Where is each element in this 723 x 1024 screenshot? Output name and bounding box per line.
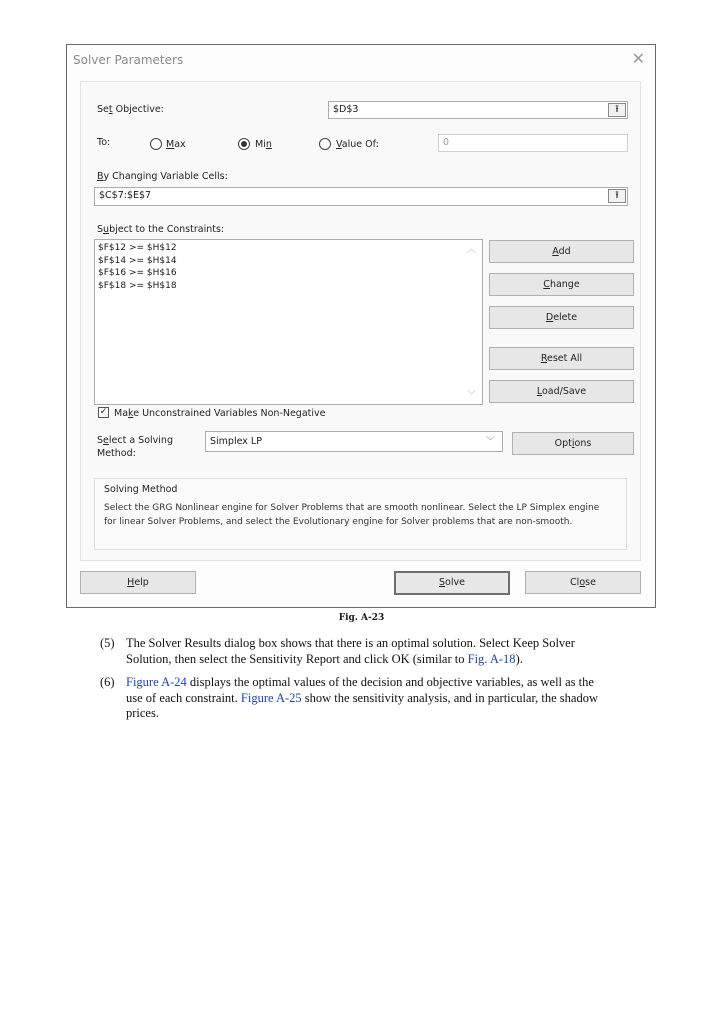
constraint-item[interactable]: $F$12 >= $H$12 — [98, 243, 177, 253]
changing-ref-button[interactable] — [608, 189, 626, 203]
constraint-item[interactable]: $F$16 >= $H$16 — [98, 268, 177, 278]
min-label: Min — [255, 139, 272, 150]
solving-method-title: Solving Method — [104, 484, 178, 495]
changing-cells-label: By Changing Variable Cells: — [97, 171, 228, 182]
collapse-arrow-icon: ⭱ — [615, 190, 619, 201]
step-number: (6) — [100, 675, 115, 689]
figure-a24-link[interactable]: Figure A-24 — [126, 675, 187, 689]
nonnegative-label: Make Unconstrained Variables Non-Negative — [114, 408, 326, 419]
add-button[interactable]: Add — [489, 240, 634, 263]
collapse-arrow-icon: ⭱ — [615, 104, 619, 115]
figure-caption: Fig. A-23 — [338, 613, 385, 623]
solver-parameters-dialog — [66, 44, 656, 608]
dialog-title: Solver Parameters — [73, 53, 184, 67]
fig-a18-link[interactable]: Fig. A-18 — [467, 651, 516, 666]
solving-method-select[interactable] — [205, 431, 503, 452]
solving-method-group — [94, 478, 627, 550]
value-of-input[interactable]: 0 — [438, 134, 628, 152]
changing-cells-input[interactable]: $C$7:$E$7 — [94, 187, 628, 206]
scroll-up-icon[interactable]: ︿ — [467, 245, 477, 255]
checkmark-icon: ✓ — [99, 407, 108, 417]
value-of-label: Value Of: — [336, 139, 379, 150]
max-radio[interactable] — [150, 138, 162, 150]
constraints-list[interactable] — [94, 239, 483, 405]
objective-ref-button[interactable] — [608, 103, 626, 117]
delete-button[interactable]: Delete — [489, 306, 634, 329]
close-icon[interactable]: ✕ — [631, 49, 645, 68]
solving-method-description: Select the GRG Nonlinear engine for Solver Problems that are smooth nonlinear. Select the LP Simplex engine for linear Solver Problems, and select the Evolutionary engine for Solver problems that are non-smooth. — [104, 503, 600, 527]
options-button[interactable]: Options — [512, 432, 634, 455]
reset-all-button[interactable]: Reset All — [489, 347, 634, 370]
constraints-label: Subject to the Constraints: — [97, 224, 225, 235]
to-label: To: — [97, 137, 111, 148]
step-number: (5) — [100, 636, 115, 650]
max-label: Max — [166, 139, 186, 150]
scroll-down-icon[interactable]: ﹀ — [467, 391, 477, 401]
value-of-radio[interactable] — [319, 138, 331, 150]
nonnegative-checkbox[interactable] — [98, 407, 109, 418]
min-radio[interactable] — [238, 138, 250, 150]
dialog-body — [80, 81, 641, 561]
close-button[interactable]: Close — [525, 571, 641, 594]
solving-method-value: Simplex LP — [210, 436, 262, 447]
objective-input[interactable]: $D$3 — [328, 101, 628, 119]
solve-button[interactable]: Solve — [394, 571, 510, 595]
chevron-down-icon[interactable]: ﹀ — [486, 437, 496, 447]
step-5: (5) The Solver Results dialog box shows that there is an optimal solution. Select Keep Solver Solution, then select the Sensitivity Report and click OK (similar to Fig. A-18). — [100, 636, 575, 666]
figure-a25-link[interactable]: Figure A-25 — [240, 690, 302, 705]
solving-method-label: Select a Solving Method: — [97, 435, 173, 459]
constraint-item[interactable]: $F$18 >= $H$18 — [98, 280, 177, 291]
load-save-button[interactable]: Load/Save — [489, 380, 634, 403]
step-6: (6) Figure A-24 displays the optimal values of the decision and objective variables, as well as the use of each constraint. Figure A-25 show the sensitivity analysis, and in particular, the shadow prices. — [100, 675, 598, 720]
help-button[interactable]: Help — [80, 571, 196, 594]
set-objective-label: Set Objective: — [97, 104, 164, 115]
constraint-item[interactable]: $F$14 >= $H$14 — [98, 255, 177, 266]
change-button[interactable]: Change — [489, 273, 634, 296]
